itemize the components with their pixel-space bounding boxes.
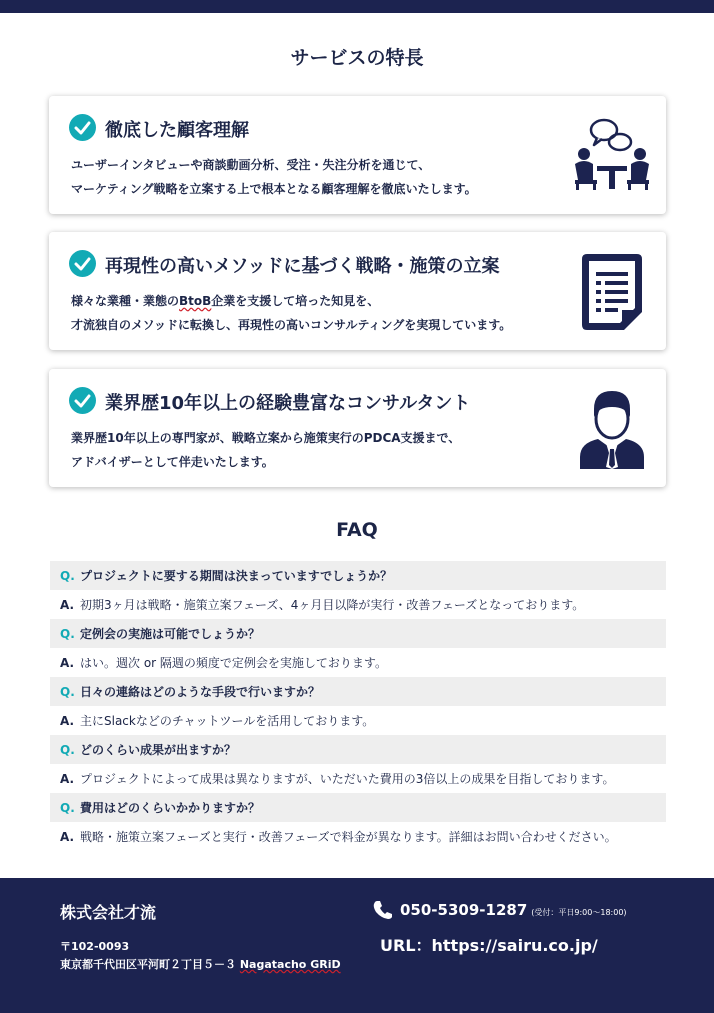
feature-description-line: 様々な業種・業態のBtoB企業を支援して培った知見を、 [71,294,380,308]
company-name: 株式会社才流 [60,903,157,922]
features-title: サービスの特長 [290,47,424,69]
website-link[interactable]: URL：https://sairu.co.jp/ [380,936,598,955]
feature-card-experienced-consultants [49,369,666,487]
faq-list [50,561,666,851]
answer-mark: A. [60,829,75,844]
business-hours: (受付：平日9:00〜18:00) [531,908,627,917]
feature-description-line: 業界歴10年以上の専門家が、戦略立案から施策実行のPDCA支援まで、 [71,431,461,445]
phone-icon [373,900,393,920]
building-name: Nagatacho GRiD [239,958,341,971]
feature-description-line: マーケティング戦略を立案する上で根本となる顧客理解を徹底いたします。 [71,182,477,196]
feature-description-line: アドバイザーとして伴走いたします。 [71,455,274,469]
answer-text: 戦略・施策立案フェーズと実行・改善フェーズで料金が異なります。詳細はお問い合わせください。 [80,830,617,844]
feature-title: 再現性の高いメソッドに基づく戦略・施策の立案 [105,256,500,277]
question-text: プロジェクトに要する期間は決まっていますでしょうか？ [80,569,393,583]
answer-mark: A. [60,713,75,728]
address: 東京都千代田区平河町２丁目５－３ Nagatacho GRiD [60,958,341,971]
question-mark: Q. [60,626,75,641]
faq-answer [50,590,666,619]
faq-question [50,561,666,590]
consultant-icon [570,387,654,471]
question-mark: Q. [60,568,75,583]
top-bar [0,0,714,13]
question-text: 定例会の実施は可能でしょうか？ [80,627,261,641]
phone-number[interactable]: 050-5309-1287 (受付：平日9:00〜18:00) [400,901,627,919]
faq-answer [50,764,666,793]
feature-card-reproducible-method [49,232,666,350]
faq-question [50,735,666,764]
feature-description-line: 才流独自のメソッドに転換し、再現性の高いコンサルティングを実現しています。 [71,318,512,332]
answer-mark: A. [60,597,75,612]
faq-title: FAQ [336,519,378,541]
answer-mark: A. [60,771,75,786]
faq-question [50,677,666,706]
check-icon [69,250,96,277]
answer-mark: A. [60,655,75,670]
answer-text: 初期3ヶ月は戦略・施策立案フェーズ、4ヶ月目以降が実行・改善フェーズとなっております。 [80,598,585,612]
faq-answer [50,822,666,851]
document-icon [570,250,654,334]
feature-card-customer-understanding [49,96,666,214]
answer-text: プロジェクトによって成果は異なりますが、いただいた費用の3倍以上の成果を目指しております。 [80,772,615,786]
feature-title: 徹底した顧客理解 [105,120,249,141]
meeting-icon [570,114,654,198]
check-icon [69,387,96,414]
footer [0,878,714,1013]
feature-description-line: ユーザーインタビューや商談動画分析、受注・失注分析を通じて、 [71,158,431,172]
faq-question [50,619,666,648]
question-mark: Q. [60,684,75,699]
question-text: どのくらい成果が出ますか？ [80,743,237,757]
question-mark: Q. [60,742,75,757]
question-text: 日々の連絡はどのような手段で行いますか？ [80,685,321,699]
feature-description [71,153,477,201]
answer-text: はい。週次 or 隔週の頻度で定例会を実施しております。 [80,656,387,670]
postal-code: 〒102-0093 [60,940,130,953]
answer-text: 主にSlackなどのチャットツールを活用しております。 [80,714,375,728]
faq-answer [50,706,666,735]
question-mark: Q. [60,800,75,815]
feature-description [71,426,460,474]
faq-question [50,793,666,822]
feature-title: 業界歴10年以上の経験豊富なコンサルタント [105,393,471,414]
feature-description [71,289,511,337]
question-text: 費用はどのくらいかかりますか？ [80,801,261,815]
check-icon [69,114,96,141]
faq-answer [50,648,666,677]
